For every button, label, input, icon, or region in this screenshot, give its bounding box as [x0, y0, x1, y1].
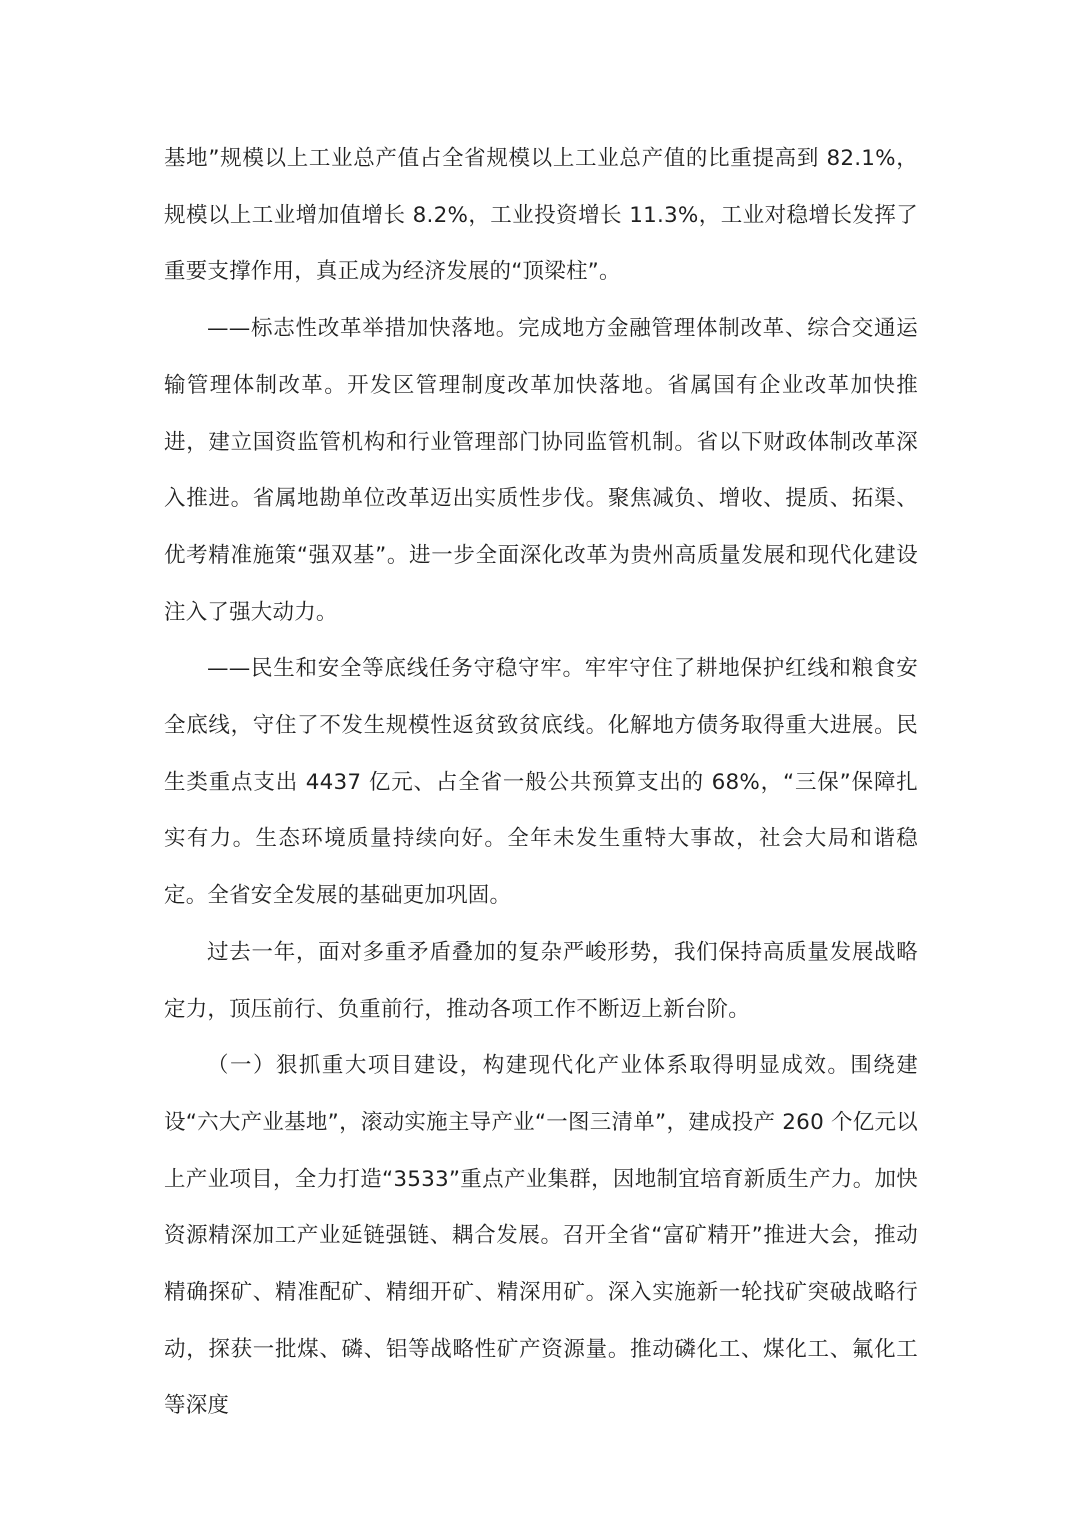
paragraph-livelihood-security: ——民生和安全等底线任务守稳守牢。牢牢守住了耕地保护红线和粮食安全底线，守住了不发生规模性返贫致贫底线。化解地方债务取得重大进展。民生类重点支出 4437 亿元、占全省一般公共预算支出的 68%，“三保”保障扎实有力。生态环境质量持续向好。全年未发生重特大事故，社会大局和谐稳定。全省安全发展的基础更加巩固。: [164, 656, 918, 909]
paragraph-major-projects: （一）狠抓重大项目建设，构建现代化产业体系取得明显成效。围绕建设“六大产业基地”，滚动实施主导产业“一图三清单”，建成投产 260 个亿元以上产业项目，全力打造“3533”重点产业集群，因地制宜培育新质生产力。加快资源精深加工产业延链强链、耦合发展。召开全省“富矿精开”推进大会，推动精确探矿、精准配矿、精细开矿、精深用矿。深入实施新一轮找矿突破战略行动，探获一批煤、磷、铝等战略性矿产资源量。推动磷化工、煤化工、氟化工等深度: [164, 1053, 918, 1419]
paragraph-past-year: 过去一年，面对多重矛盾叠加的复杂严峻形势，我们保持高质量发展战略定力，顶压前行、负重前行，推动各项工作不断迈上新台阶。: [164, 939, 918, 1022]
document-body: [164, 131, 918, 1435]
paragraph-continuation: 基地”规模以上工业总产值占全省规模以上工业总产值的比重提高到 82.1%，规模以上工业增加值增长 8.2%，工业投资增长 11.3%，工业对稳增长发挥了重要支撑作用，真正成为经济发展的“顶梁柱”。: [164, 146, 918, 285]
paragraph-reform-measures: ——标志性改革举措加快落地。完成地方金融管理体制改革、综合交通运输管理体制改革。开发区管理制度改革加快落地。省属国有企业改革加快推进，建立国资监管机构和行业管理部门协同监管机制。省以下财政体制改革深入推进。省属地勘单位改革迈出实质性步伐。聚焦减负、增收、提质、拓渠、优考精准施策“强双基”。进一步全面深化改革为贵州高质量发展和现代化建设注入了强大动力。: [164, 316, 918, 625]
